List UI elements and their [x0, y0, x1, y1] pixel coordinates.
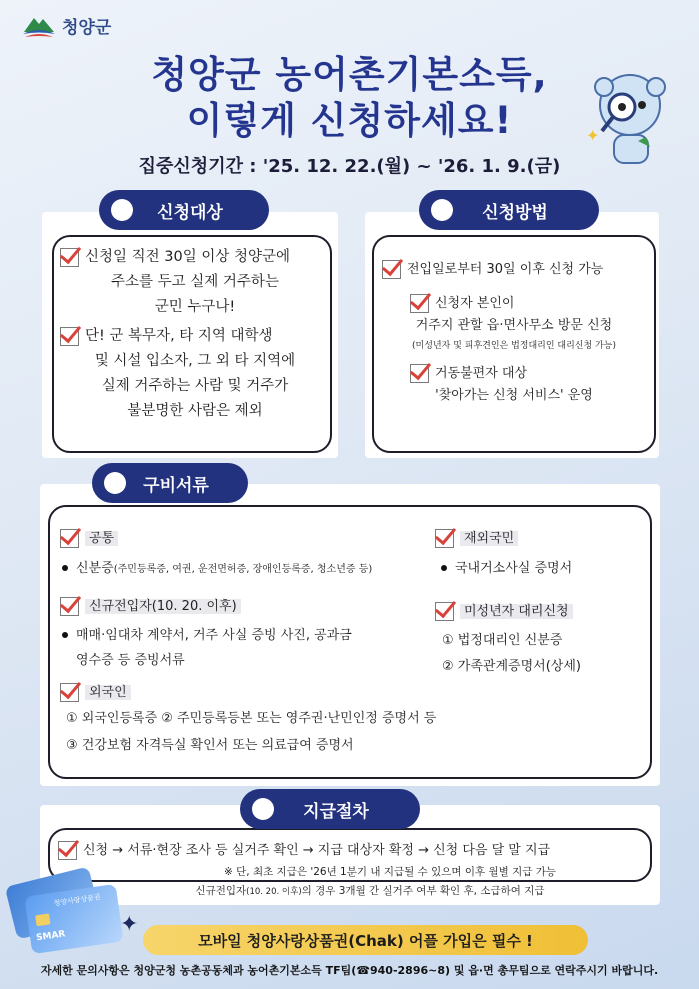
docs-common-desc: 신분증(주민등록증, 여권, 운전면허증, 장애인등록증, 청소년증 등)	[62, 558, 372, 581]
target-box	[52, 235, 332, 453]
title-line-1: 청양군 농어촌기본소득,	[151, 53, 548, 96]
check-icon	[410, 364, 429, 383]
docs-common-title: 공통	[60, 528, 118, 550]
target-item-2: 단! 군 복무자, 타 지역 대학생 및 시설 입소자, 그 외 타 지역에 실제 거주하는 사람 및 거주가 불분명한 사람은 제외	[54, 320, 330, 424]
sparkle-icon: ✦	[120, 912, 139, 937]
check-icon	[435, 602, 454, 621]
method-item-3: 거동불편자 대상	[374, 355, 654, 385]
process-flow: 신청 → 서류·현장 조사 등 실거주 확인 → 지급 대상자 확정 → 신청 다음 달 말 지급	[50, 830, 650, 862]
check-icon	[60, 683, 79, 702]
method-item-3-detail: '찾아가는 신청 서비스' 운영	[435, 388, 593, 403]
docs-section-label: 구비서류	[92, 463, 248, 503]
process-section-label: 지급절차	[240, 789, 420, 829]
docs-newres-desc-2: 영수증 등 증빙서류	[76, 653, 185, 668]
check-icon	[435, 529, 454, 548]
check-icon	[60, 327, 79, 346]
check-icon	[60, 248, 79, 267]
bullet-circle-icon	[111, 199, 133, 221]
card-text: 청양사랑상품권	[53, 893, 102, 908]
logo-text: 청양군	[62, 17, 112, 38]
county-logo-icon	[22, 12, 56, 38]
target-item-1: 신청일 직전 30일 이상 청양군에 주소를 두고 실제 거주하는 군민 누구나!	[54, 237, 330, 320]
app-signup-banner: 모바일 청양사랑상품권(Chak) 어플 가입은 필수 !	[143, 925, 588, 955]
application-period: 집중신청기간 : '25. 12. 22.(월) ~ '26. 1. 9.(금)	[138, 156, 561, 177]
bullet-circle-icon	[252, 798, 274, 820]
process-note-2: 신규전입자(10. 20. 이후)의 경우 3개월 간 실거주 여부 확인 후, 소급하여 지급	[195, 885, 545, 897]
process-note-1: ※ 단, 최초 지급은 '26년 1분기 내 지급될 수 있으며 이후 월별 지급 가능	[223, 866, 557, 878]
method-item-1: 전입일로부터 30일 이후 신청 가능	[374, 237, 654, 281]
docs-overseas-desc: 국내거소사실 증명서	[441, 558, 572, 580]
docs-foreign-2: ③ 건강보험 자격득실 확인서 또는 의료급여 증명서	[66, 738, 354, 753]
docs-foreign-title: 외국인	[60, 682, 131, 704]
check-icon	[60, 529, 79, 548]
docs-minor-title: 미성년자 대리신청	[435, 601, 573, 623]
docs-foreign-1: ① 외국인등록증 ② 주민등록등본 또는 영주권·난민인정 증명서 등	[66, 711, 437, 726]
gift-card-illustration	[10, 870, 120, 950]
check-icon	[60, 597, 79, 616]
logo	[22, 12, 111, 38]
footer-contact: 자세한 문의사항은 청양군청 농촌공동체과 농어촌기본소득 TF팀(☎940-2896~8) 및 읍·면 총무팀으로 연락주시기 바랍니다.	[40, 964, 659, 977]
target-section-label: 신청대상	[99, 190, 269, 230]
docs-overseas-title: 재외국민	[435, 528, 518, 550]
method-note: (미성년자 및 피후견인은 법정대리인 대리신청 가능)	[412, 341, 616, 351]
check-icon	[410, 294, 429, 313]
card-brand: SMAR	[35, 929, 67, 944]
method-box	[372, 235, 656, 453]
check-icon	[58, 841, 77, 860]
bullet-circle-icon	[431, 199, 453, 221]
method-section-label: 신청방법	[419, 190, 599, 230]
docs-minor-1: ① 법정대리인 신분증	[442, 633, 563, 648]
docs-newres-title: 신규전입자(10. 20. 이후)	[60, 596, 241, 618]
docs-minor-2: ② 가족관계증명서(상세)	[442, 659, 581, 674]
docs-newres-desc-1: 매매·임대차 계약서, 거주 사실 증빙 사진, 공과금	[62, 625, 352, 647]
svg-text:✦: ✦	[586, 126, 600, 145]
method-item-2: 신청자 본인이	[374, 281, 654, 315]
method-item-2-detail: 거주지 관할 읍·면사무소 방문 신청	[415, 318, 613, 333]
check-icon	[382, 260, 401, 279]
bullet-circle-icon	[104, 472, 126, 494]
title-line-2: 이렇게 신청하세요!	[186, 99, 513, 142]
